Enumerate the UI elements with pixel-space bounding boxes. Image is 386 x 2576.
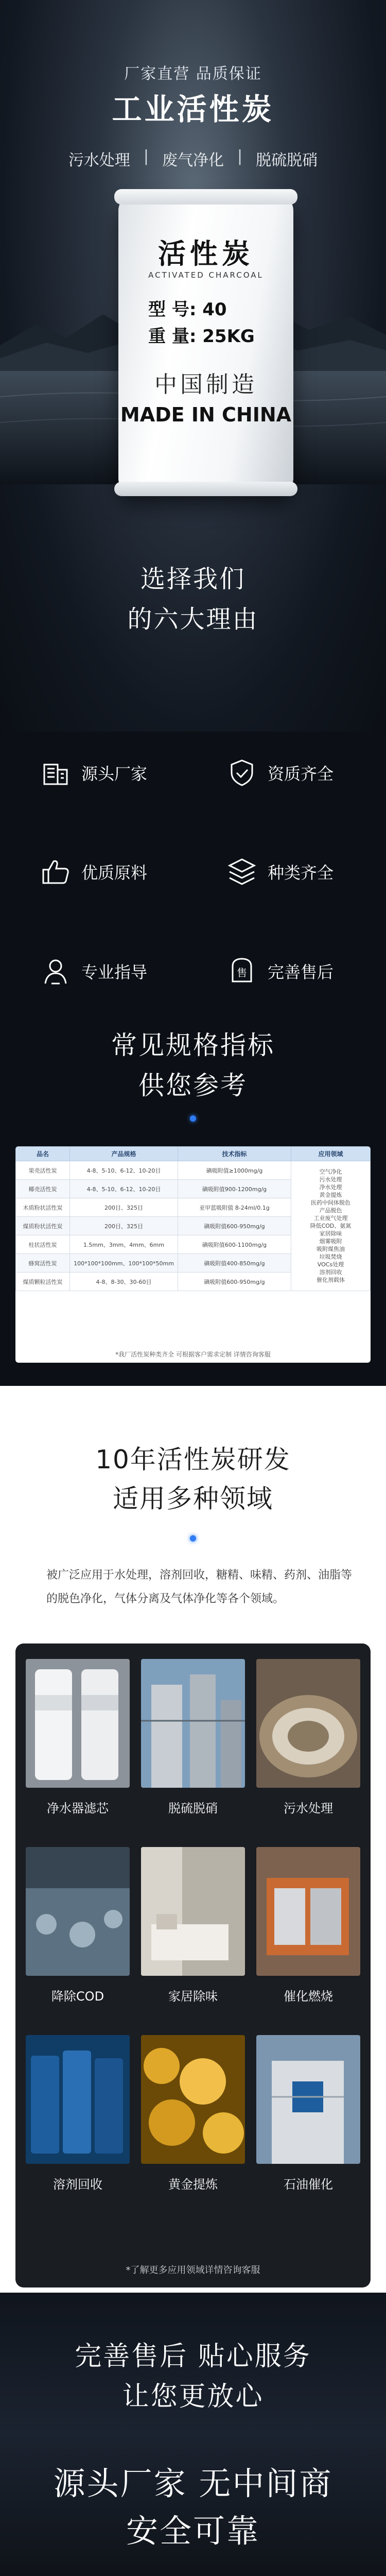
- applications-title-line: 10年活性炭研发: [95, 1445, 291, 1475]
- applications-note: *了解更多应用领域详情咨询客服: [126, 2265, 260, 2276]
- spec-header-cell: 技术指标: [178, 1147, 291, 1161]
- applications-grid-panel: [15, 1643, 371, 2287]
- application-item: 产品脱色: [319, 1207, 342, 1214]
- slogan-line: 完善售后 贴心服务: [75, 2341, 311, 2372]
- application-label: 石油催化: [284, 2177, 333, 2192]
- reason-label: 优质原料: [81, 863, 148, 883]
- hero-feature: 废气净化: [162, 151, 224, 170]
- hero-separator: |: [143, 147, 149, 165]
- application-card: [141, 1847, 245, 2004]
- reason-item-source-factory: [40, 757, 147, 788]
- application-label: 家居除味: [168, 1989, 218, 2004]
- reasons-title-line: 的六大理由: [127, 605, 259, 634]
- spec-cell: 4-8、5-10、6-12、10-20目: [70, 1180, 178, 1198]
- spec-cell: 蜂窝活性炭: [16, 1254, 70, 1273]
- spec-cell: 木质粉状活性炭: [16, 1198, 70, 1217]
- spec-table-header-row: [16, 1147, 371, 1161]
- application-card: [141, 1659, 245, 1816]
- application-label: 净水器滤芯: [47, 1801, 109, 1816]
- spec-title: [0, 1025, 386, 1106]
- application-label: 黄金提炼: [168, 2177, 218, 2192]
- bottom-banner: [0, 2293, 386, 2576]
- sewage-treatment-image: [256, 1659, 360, 1788]
- service-icon: [226, 956, 257, 987]
- application-label: 催化燃烧: [284, 1989, 333, 2004]
- hero-section: [0, 0, 386, 732]
- spec-cell: 200目、325目: [70, 1198, 178, 1217]
- reason-label: 种类齐全: [268, 863, 334, 883]
- blue-dot-decoration: [190, 1535, 196, 1541]
- spec-header-cell: 应用领域: [291, 1147, 371, 1161]
- spec-cell: 果壳活性炭: [16, 1161, 70, 1180]
- cod-treatment-image: [26, 1847, 130, 1976]
- spec-cell: 碘吸附值600-1100mg/g: [178, 1235, 291, 1254]
- factory-slogan: [0, 2460, 386, 2555]
- bag-product-name: 活性炭: [158, 238, 254, 270]
- desulfurization-tower-image: [141, 1659, 245, 1788]
- petroleum-catalysis-image: [256, 2035, 360, 2164]
- hero-feature: 污水处理: [68, 151, 130, 170]
- spec-cell: 柱状活性炭: [16, 1235, 70, 1254]
- catalytic-combustion-image: [256, 1847, 360, 1976]
- spec-table-note: *我厂活性炭种类齐全 可根据客户需求定制 详情咨询客服: [115, 1351, 271, 1358]
- spec-cell: 碘吸附值400-850mg/g: [178, 1254, 291, 1273]
- spec-cell: 4-8、5-10、6-12、10-20目: [70, 1161, 178, 1180]
- reasons-title-line: 选择我们: [140, 565, 245, 594]
- spec-header-cell: 产品规格: [70, 1147, 178, 1161]
- spec-cell: 100*100*100mm、100*100*50mm: [70, 1254, 178, 1273]
- application-item: 工业废气处理: [313, 1215, 348, 1222]
- slogan-line: 让您更放心: [122, 2381, 264, 2412]
- spec-cell: 椰壳活性炭: [16, 1180, 70, 1198]
- application-item: 家居除味: [319, 1230, 342, 1237]
- spec-cell: 1.5mm、3mm、4mm、6mm: [70, 1235, 178, 1254]
- hero-title: 工业活性炭: [112, 92, 274, 127]
- application-item: 催化剂载体: [317, 1277, 345, 1283]
- spec-table-card: [15, 1146, 371, 1363]
- table-row: [16, 1161, 371, 1180]
- spec-header-cell: 品名: [16, 1147, 70, 1161]
- application-card: [256, 2035, 360, 2192]
- spec-title-line: 常见规格指标: [111, 1030, 275, 1060]
- hero-feature-list: [0, 147, 386, 170]
- bag-weight: 重 量: 25KG: [148, 326, 255, 347]
- slogan-line: 安全可靠: [126, 2512, 260, 2550]
- spec-cell: 煤质粉状活性炭: [16, 1217, 70, 1235]
- bag-made-in-cn: 中国制造: [154, 371, 257, 398]
- spec-table: [15, 1146, 371, 1291]
- spec-application-cell: [291, 1161, 371, 1291]
- application-label: 污水处理: [284, 1801, 333, 1816]
- gold-extraction-image: [141, 2035, 245, 2164]
- water-filter-image: [26, 1659, 130, 1788]
- service-slogan: [0, 2336, 386, 2417]
- application-card: [256, 1847, 360, 2004]
- application-card: [26, 1659, 130, 1816]
- application-item: 降低COD、氨氮: [310, 1223, 352, 1229]
- home-deodorize-image: [141, 1847, 245, 1976]
- spec-cell: 200目、325目: [70, 1217, 178, 1235]
- application-label: 溶剂回收: [53, 2177, 102, 2192]
- reason-item-variety: [226, 856, 334, 887]
- bag-product-name-en: ACTIVATED CHARCOAL: [148, 270, 264, 280]
- application-card: [26, 2035, 130, 2192]
- reason-item-materials: [40, 856, 147, 887]
- application-card: [141, 2035, 245, 2192]
- application-item: 医药中间体脱色: [311, 1199, 350, 1206]
- application-item: 烟雾吸附: [319, 1238, 342, 1245]
- application-item: 溶剂回收: [319, 1269, 342, 1276]
- reason-item-after-sales: [226, 956, 334, 987]
- hero-feature: 脱硫脱硝: [256, 151, 318, 170]
- application-item: 空气净化: [319, 1168, 342, 1175]
- shield-check-icon: [226, 757, 257, 788]
- blue-dot-decoration: [190, 1115, 196, 1122]
- reason-label: 源头厂家: [81, 764, 148, 784]
- application-label: 降除COD: [51, 1989, 104, 2004]
- hero-separator: |: [237, 147, 243, 165]
- application-item: 黄金提炼: [319, 1192, 342, 1198]
- reason-label: 专业指导: [81, 962, 148, 982]
- application-card: [26, 1847, 130, 2004]
- stack-icon: [226, 856, 257, 887]
- reason-item-qualification: [226, 757, 334, 788]
- spec-title-line: 供您参考: [138, 1071, 248, 1100]
- application-label: 脱硫脱硝: [168, 1801, 218, 1816]
- reason-label: 完善售后: [268, 962, 334, 982]
- person-icon: [40, 956, 71, 987]
- hero-tagline: 厂家直营 品质保证: [124, 65, 262, 83]
- spec-cell: 煤质颗粒活性炭: [16, 1273, 70, 1291]
- spec-cell: 碘吸附值900-1200mg/g: [178, 1180, 291, 1198]
- application-item: VOCs处理: [317, 1261, 344, 1268]
- reason-label: 资质齐全: [268, 764, 334, 784]
- spec-cell: 4-8、8-30、30-60目: [70, 1273, 178, 1291]
- application-item: 垃圾焚烧: [319, 1253, 342, 1260]
- spec-cell: 碘吸附值600-950mg/g: [178, 1217, 291, 1235]
- application-item: 污水处理: [319, 1176, 342, 1183]
- spec-cell: 碘吸附值≥1000mg/g: [178, 1161, 291, 1180]
- building-icon: [40, 757, 71, 788]
- application-item: 净水处理: [319, 1184, 342, 1191]
- applications-title-line: 适用多种领域: [113, 1484, 273, 1514]
- slogan-line: 源头厂家 无中间商: [53, 2465, 333, 2502]
- solvent-recovery-image: [26, 2035, 130, 2164]
- bag-model: 型 号: 40: [148, 299, 227, 320]
- thumbs-up-icon: [40, 856, 71, 887]
- spec-cell: 碘吸附值600-950mg/g: [178, 1273, 291, 1291]
- applications-description: 被广泛应用于水处理，溶剂回收，糖精、味精、药剂、油脂等的脱色净化，气体分离及气体净化等各个领域。: [46, 1569, 353, 1605]
- reason-item-guidance: [40, 956, 147, 987]
- reasons-title: [0, 559, 386, 639]
- applications-section: [0, 1386, 386, 2293]
- product-bag-image: [118, 193, 293, 492]
- application-card: [256, 1659, 360, 1816]
- spec-cell: 亚甲蓝吸附值 8-24ml/0.1g: [178, 1198, 291, 1217]
- application-item: 吸附煤焦油: [317, 1246, 345, 1252]
- svg-text:售: 售: [237, 967, 247, 979]
- bag-made-in-en: MADE IN CHINA: [120, 403, 292, 426]
- applications-title: [0, 1440, 386, 1518]
